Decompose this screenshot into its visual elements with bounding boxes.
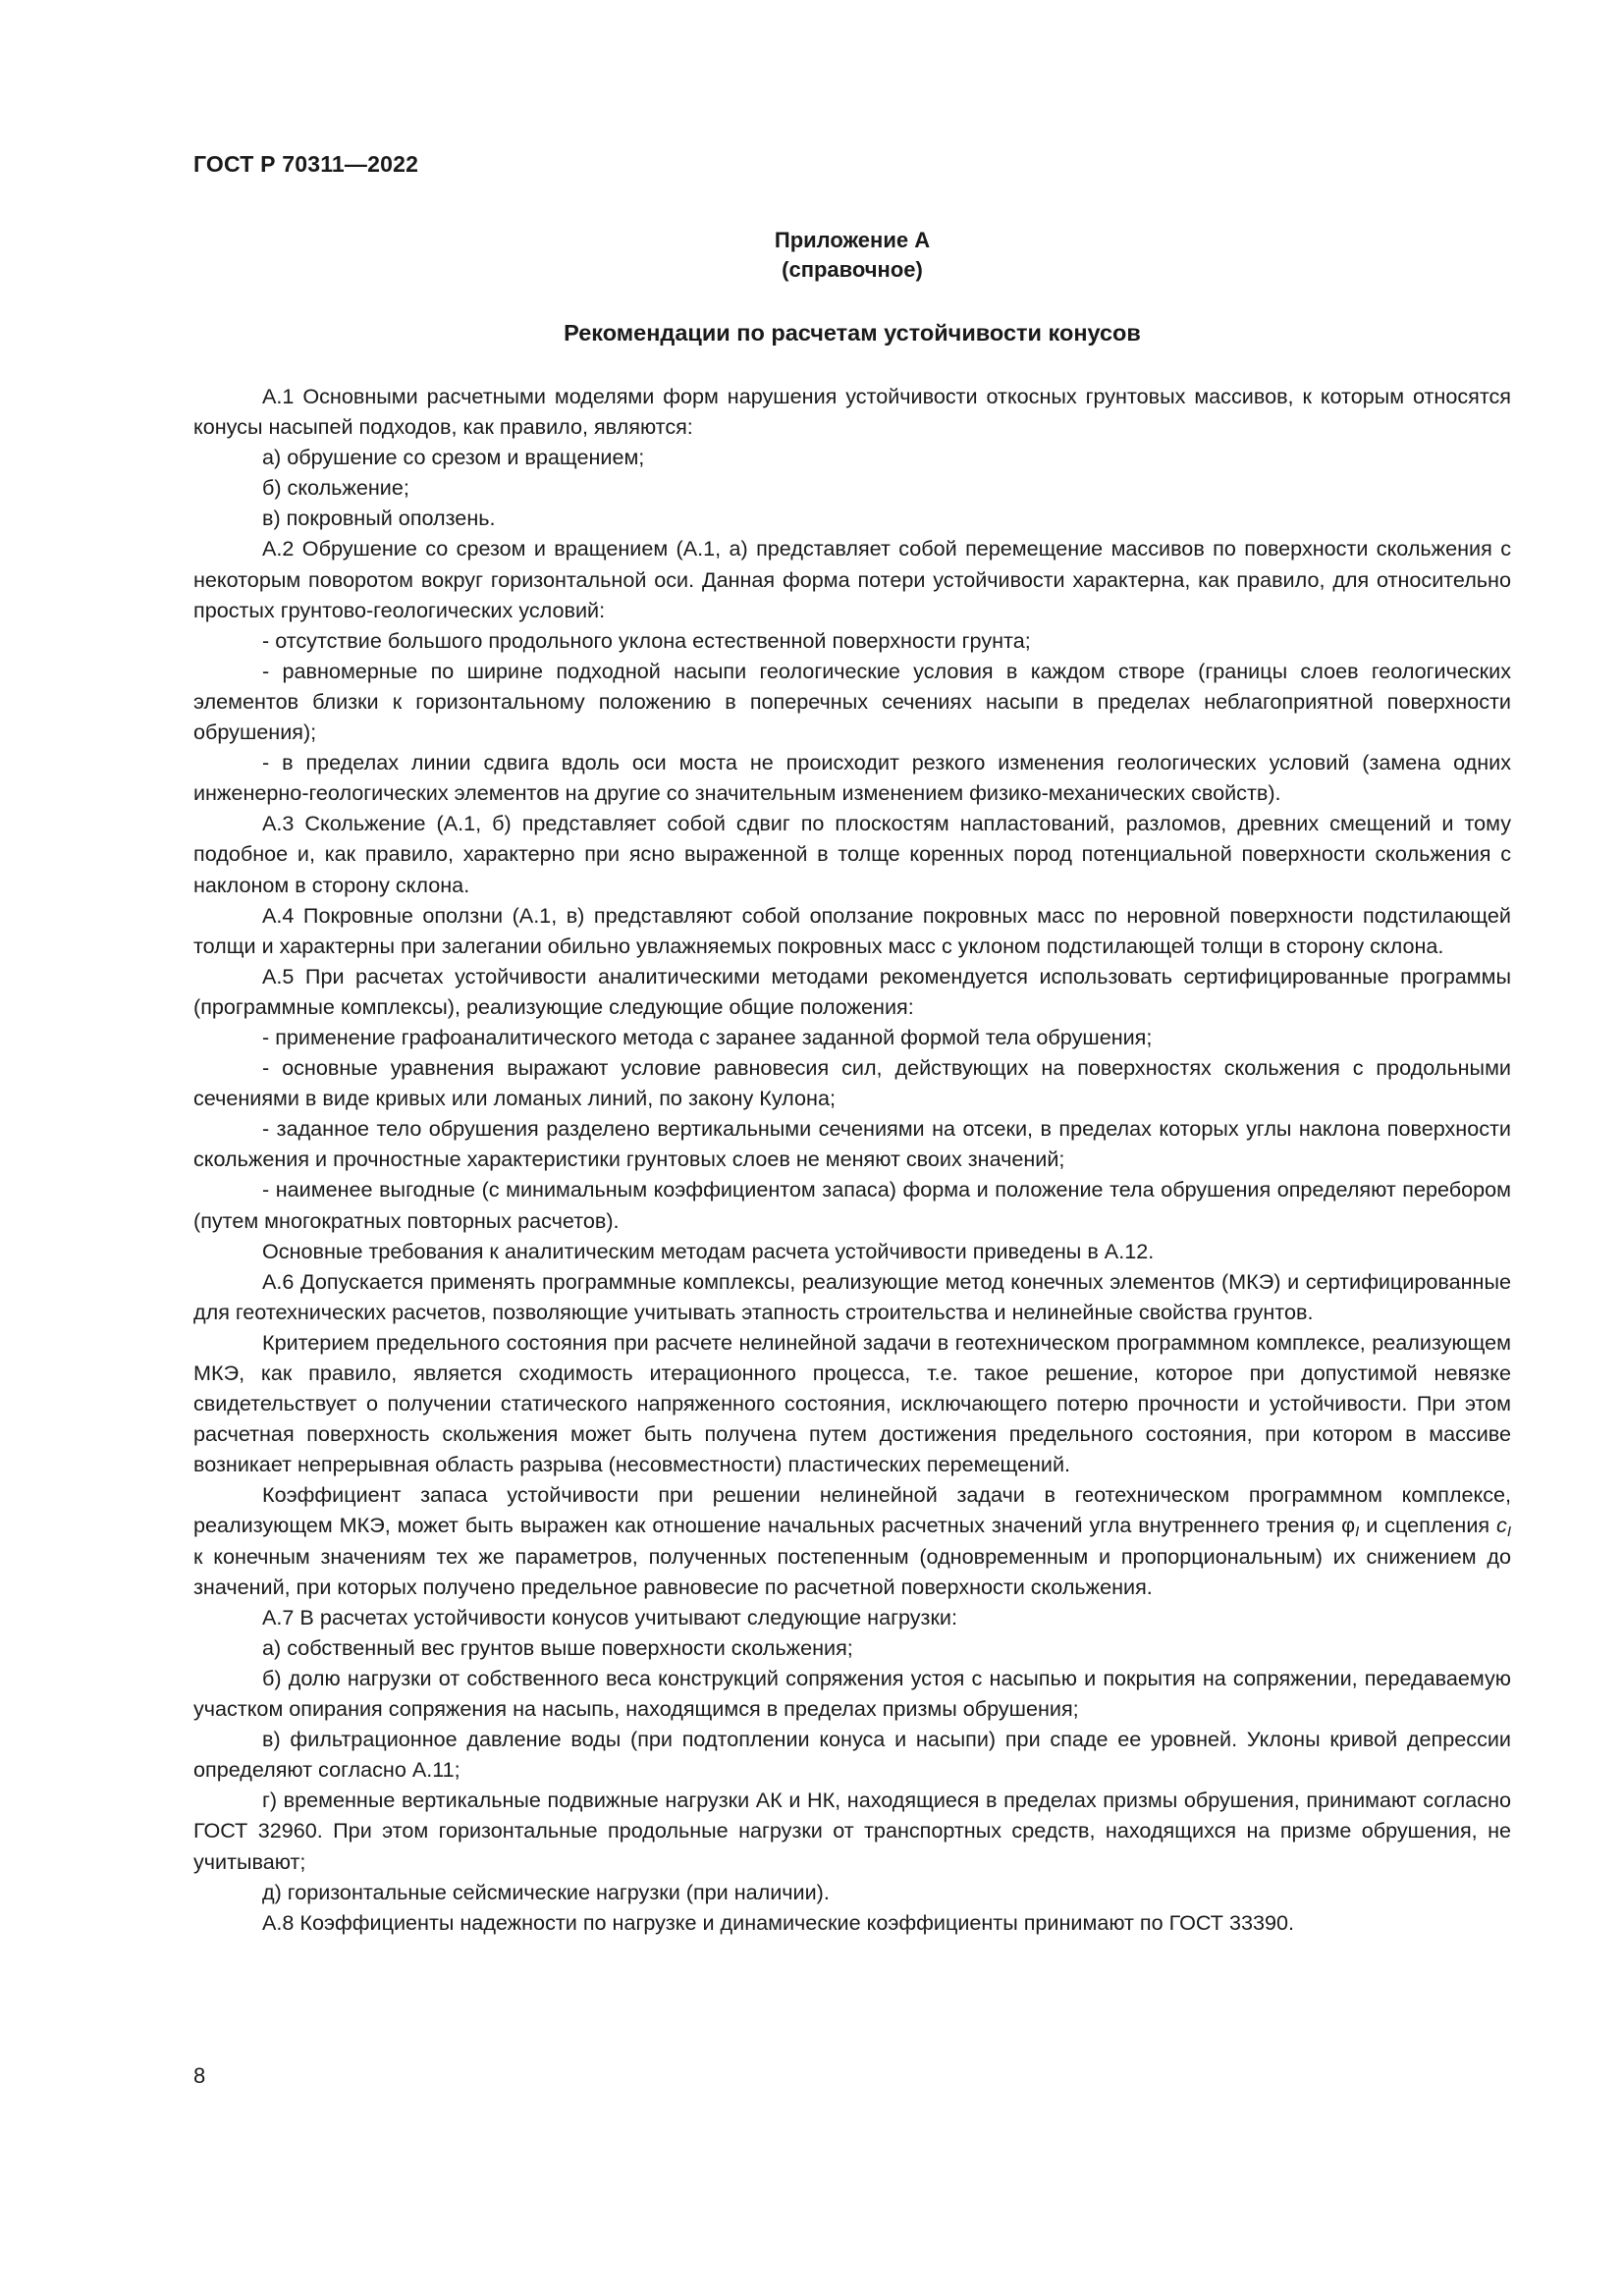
list-item: - наименее выгодные (с минимальным коэффициентом запаса) форма и положение тела обрушения определяют перебором (путем многократных повторных расчетов). xyxy=(193,1177,1511,1233)
paragraph: Основные требования к аналитическим методам расчета устойчивости приведены в А.12. xyxy=(262,1238,1155,1263)
paragraph: А.6 Допускается применять программные комплексы, реализующие метод конечных элементов (МКЭ) и сертифицированные для геотехнических расчетов, позволяющие учитывать этапность строительства и нелинейные свойства грунтов. xyxy=(193,1268,1511,1324)
page-number: 8 xyxy=(193,2063,206,2088)
text-run: и сцепления xyxy=(1359,1513,1497,1538)
list-item: б) долю нагрузки от собственного веса конструкций сопряжения устоя с насыпью и покрытия на сопряжении, передаваемую участком опирания сопряжения на насыпь, находящимся в пределах призмы обрушения; xyxy=(193,1665,1511,1722)
list-item: - отсутствие большого продольного уклона естественной поверхности грунта; xyxy=(262,627,1031,653)
paragraph: А.8 Коэффициенты надежности по нагрузке и динамические коэффициенты принимают по ГОСТ 33390. xyxy=(262,1909,1295,1935)
list-item: - основные уравнения выражают условие равновесия сил, действующих на поверхностях скольжения с продольными сечениями в виде кривых или ломаных линий, по закону Кулона; xyxy=(193,1055,1511,1111)
appendix-title: Приложение А xyxy=(774,228,931,252)
list-item: г) временные вертикальные подвижные нагрузки АК и НК, находящиеся в пределах призмы обрушения, принимают согласно ГОСТ 32960. При этом горизонтальные продольные нагрузки от транспортных средств, находящихся на призме обрушения, не учитывают; xyxy=(193,1788,1511,1874)
list-item: - в пределах линии сдвига вдоль оси моста не происходит резкого изменения геологических условий (замена одних инженерно-геологических элементов на другие со значительным изменением физико-механических свойств). xyxy=(193,750,1511,806)
list-item: д) горизонтальные сейсмические нагрузки (при наличии). xyxy=(262,1879,830,1904)
appendix-heading xyxy=(193,226,1511,285)
symbol-c: c xyxy=(1496,1513,1507,1538)
appendix-type: (справочное) xyxy=(782,257,923,282)
document-code: ГОСТ Р 70311—2022 xyxy=(193,151,419,177)
section-title: Рекомендации по расчетам устойчивости конусов xyxy=(564,320,1141,346)
paragraph: Критерием предельного состояния при расчете нелинейной задачи в геотехническом программном комплексе, реализующем МКЭ, как правило, является сходимость итерационного процесса, т.е. такое решение, которое при допустимой невязке свидетельствует о получении статического напряженного состояния, исключающего потерю прочности и устойчивости. При этом расчетная поверхность скольжения может быть получена путем достижения предельного состояния, при котором в массиве возникает непрерывная область разрыва (несовместности) пластических перемещений. xyxy=(193,1329,1511,1477)
list-item: в) покровный оползень. xyxy=(262,506,496,531)
text-run: Коэффициент запаса устойчивости при решении нелинейной задачи в геотехническом программном комплексе, реализующем МКЭ, может быть выражен как отношение начальных расчетных значений угла внутреннего трения xyxy=(193,1482,1511,1538)
text-run: к конечным значениям тех же параметров, полученных постепенным (одновременным и пропорциональным) их снижением до значений, при которых получено предельное равновесие по расчетной поверхности скольжения. xyxy=(193,1543,1511,1599)
body-text xyxy=(193,381,1511,1938)
list-item: в) фильтрационное давление воды (при подтоплении конуса и насыпи) при спаде ее уровней. Уклоны кривой депрессии определяют согласно А.11; xyxy=(193,1727,1511,1783)
subscript: I xyxy=(1355,1523,1360,1541)
symbol-phi: φ xyxy=(1341,1513,1356,1538)
subscript: I xyxy=(1506,1523,1511,1541)
paragraph-safety-factor xyxy=(193,1479,1511,1601)
paragraph: А.2 Обрушение со срезом и вращением (А.1, а) представляет собой перемещение массивов по поверхности скольжения с некоторым поворотом вокруг горизонтальной оси. Данная форма потери устойчивости характерна, как правило, для относительно простых грунтово-геологических условий: xyxy=(193,536,1511,622)
paragraph: А.4 Покровные оползни (А.1, в) представляют собой оползание покровных масс по неровной поверхности подстилающей толщи и характерны при залегании обильно увлажняемых покровных масс с уклоном подстилающей толщи в сторону склона. xyxy=(193,902,1511,958)
paragraph: А.1 Основными расчетными моделями форм нарушения устойчивости откосных грунтовых массивов, к которым относятся конусы насыпей подходов, как правило, являются: xyxy=(193,384,1511,440)
list-item: - применение графоаналитического метода с заранее заданной формой тела обрушения; xyxy=(262,1024,1153,1049)
list-item: - заданное тело обрушения разделено вертикальными сечениями на отсеки, в пределах которых углы наклона поверхности скольжения и прочностные характеристики грунтовых слоев не меняют своих значений; xyxy=(193,1116,1511,1172)
paragraph: А.7 В расчетах устойчивости конусов учитывают следующие нагрузки: xyxy=(262,1604,957,1629)
list-item: б) скольжение; xyxy=(262,475,409,501)
list-item: а) обрушение со срезом и вращением; xyxy=(262,445,645,470)
paragraph: А.5 При расчетах устойчивости аналитическими методами рекомендуется использовать сертифицированные программы (программные комплексы), реализующие следующие общие положения: xyxy=(193,963,1511,1019)
list-item: а) собственный вес грунтов выше поверхности скольжения; xyxy=(262,1634,853,1660)
list-item: - равномерные по ширине подходной насыпи геологические условия в каждом створе (границы слоев геологических элементов близки к горизонтальному положению в поперечных сечениях насыпи в пределах неблагоприятной поверхности обрушения); xyxy=(193,658,1511,745)
paragraph: А.3 Скольжение (А.1, б) представляет собой сдвиг по плоскостям напластований, разломов, древних смещений и тому подобное и, как правило, характерно при ясно выраженной в толще коренных пород потенциальной поверхности скольжения с наклоном в сторону склона. xyxy=(193,811,1511,897)
